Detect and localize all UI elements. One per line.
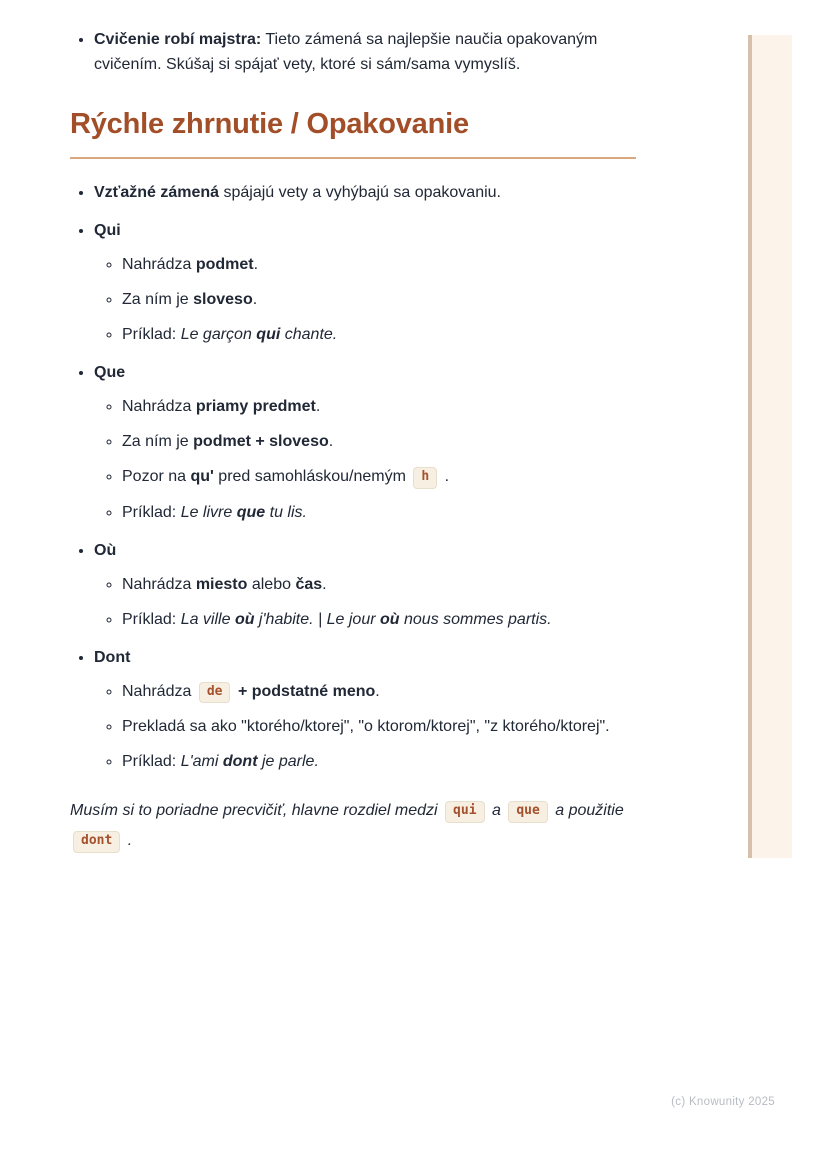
note-content xyxy=(70,28,636,856)
summary-bullet xyxy=(94,181,636,206)
pronoun-section-qui xyxy=(94,219,636,347)
text-segment: priamy predmet xyxy=(195,397,316,415)
text-segment: alebo xyxy=(247,575,296,593)
pronoun-section-que xyxy=(94,361,636,525)
text-segment: Príklad: xyxy=(122,326,181,344)
text-segment: Nahrádza xyxy=(122,682,196,700)
text-segment: podmet xyxy=(195,256,254,274)
text-segment: Musím si to poriadne precvičiť, hlavne rozdiel medzi xyxy=(70,802,443,820)
list-item xyxy=(122,750,636,774)
list-item xyxy=(122,395,636,419)
pronoun-section-dont xyxy=(94,646,636,775)
closing-note xyxy=(70,796,636,855)
text-segment: tu lis. xyxy=(265,503,307,521)
text-segment: Le livre xyxy=(180,503,237,521)
code-badge: qui xyxy=(445,801,484,823)
summary-list xyxy=(70,181,636,775)
text-segment: a xyxy=(487,802,506,820)
pronoun-title-dont: Dont xyxy=(94,648,131,666)
code-badge: que xyxy=(508,801,547,823)
list-item xyxy=(122,430,636,454)
text-segment: dont xyxy=(222,753,258,771)
text-segment: que xyxy=(236,503,266,521)
text-segment: je parle. xyxy=(257,753,319,771)
section-heading: Rýchle zhrnutie / Opakovanie xyxy=(70,108,636,159)
list-item xyxy=(122,288,636,312)
list-item xyxy=(122,680,636,705)
text-segment: Nahrádza xyxy=(122,397,196,415)
text-segment: nous sommes partis. xyxy=(399,610,552,628)
text-segment: Príklad: xyxy=(122,610,181,628)
text-segment: chante. xyxy=(280,326,338,344)
text-segment: j'habite. | Le jour xyxy=(254,610,380,628)
page-edge-strip xyxy=(748,35,792,858)
text-segment: . xyxy=(253,256,259,274)
pronoun-title-que: Que xyxy=(94,364,126,382)
text-segment: miesto xyxy=(195,575,248,593)
text-segment: Prekladá sa ako "ktorého/ktorej", "o ktorom/ktorej", "z ktorého/ktorej". xyxy=(122,718,610,736)
text-segment: . xyxy=(328,432,334,450)
text-segment: L'ami xyxy=(180,753,223,771)
text-segment: podmet + sloveso xyxy=(193,432,329,450)
text-segment: où xyxy=(234,610,255,628)
footer-credit: (c) Knowunity 2025 xyxy=(671,1096,775,1108)
ou-points xyxy=(94,573,636,632)
list-item xyxy=(122,573,636,597)
text-segment: qu' xyxy=(190,467,214,485)
text-segment: čas xyxy=(295,575,323,593)
pronoun-section-ou xyxy=(94,539,636,632)
code-badge: de xyxy=(199,682,231,704)
text-segment: . xyxy=(252,291,258,309)
text-segment: . xyxy=(123,832,133,850)
list-item xyxy=(122,501,636,525)
list-item xyxy=(122,715,636,739)
text-segment: Tieto zámená sa najlepšie naučia opakovaným cvičením. Skúšaj si spájať vety, ktoré si sám/sama vymyslíš. xyxy=(94,31,598,73)
text-segment: a použitie xyxy=(550,802,624,820)
intro-list xyxy=(70,28,636,78)
list-item xyxy=(122,465,636,490)
text-segment: . xyxy=(315,397,321,415)
text-segment: spájajú vety a vyhýbajú sa opakovaniu. xyxy=(219,183,501,201)
text-segment: Za ním je xyxy=(122,291,194,309)
text-segment: sloveso xyxy=(193,291,253,309)
text-segment: Za ním je xyxy=(122,432,194,450)
text-segment: . xyxy=(375,682,380,700)
pronoun-title-ou: Où xyxy=(94,541,117,559)
text-segment: Cvičenie robí majstra: xyxy=(94,31,262,48)
text-segment: Nahrádza xyxy=(122,256,196,274)
text-segment: où xyxy=(380,610,400,628)
qui-points xyxy=(94,253,636,347)
text-segment: . xyxy=(440,467,450,485)
text-segment: Nahrádza xyxy=(122,575,196,593)
intro-bullet xyxy=(94,28,636,78)
text-segment: qui xyxy=(256,326,281,344)
list-item xyxy=(122,323,636,347)
code-badge: dont xyxy=(73,831,120,853)
code-badge: h xyxy=(413,467,437,489)
text-segment: pred samohláskou/nemým xyxy=(213,467,411,485)
text-segment: La ville xyxy=(180,610,235,628)
text-segment: Vzťažné zámená xyxy=(94,183,220,201)
list-item xyxy=(122,608,636,632)
text-segment: + podstatné meno xyxy=(237,682,376,700)
que-points xyxy=(94,395,636,525)
text-segment: Le garçon xyxy=(180,326,257,344)
pronoun-title-qui: Qui xyxy=(94,222,121,240)
text-segment: Príklad: xyxy=(122,503,181,521)
dont-points xyxy=(94,680,636,775)
text-segment: . xyxy=(322,575,327,593)
text-segment: Pozor na xyxy=(122,467,191,485)
text-segment: Príklad: xyxy=(122,753,181,771)
list-item xyxy=(122,253,636,277)
